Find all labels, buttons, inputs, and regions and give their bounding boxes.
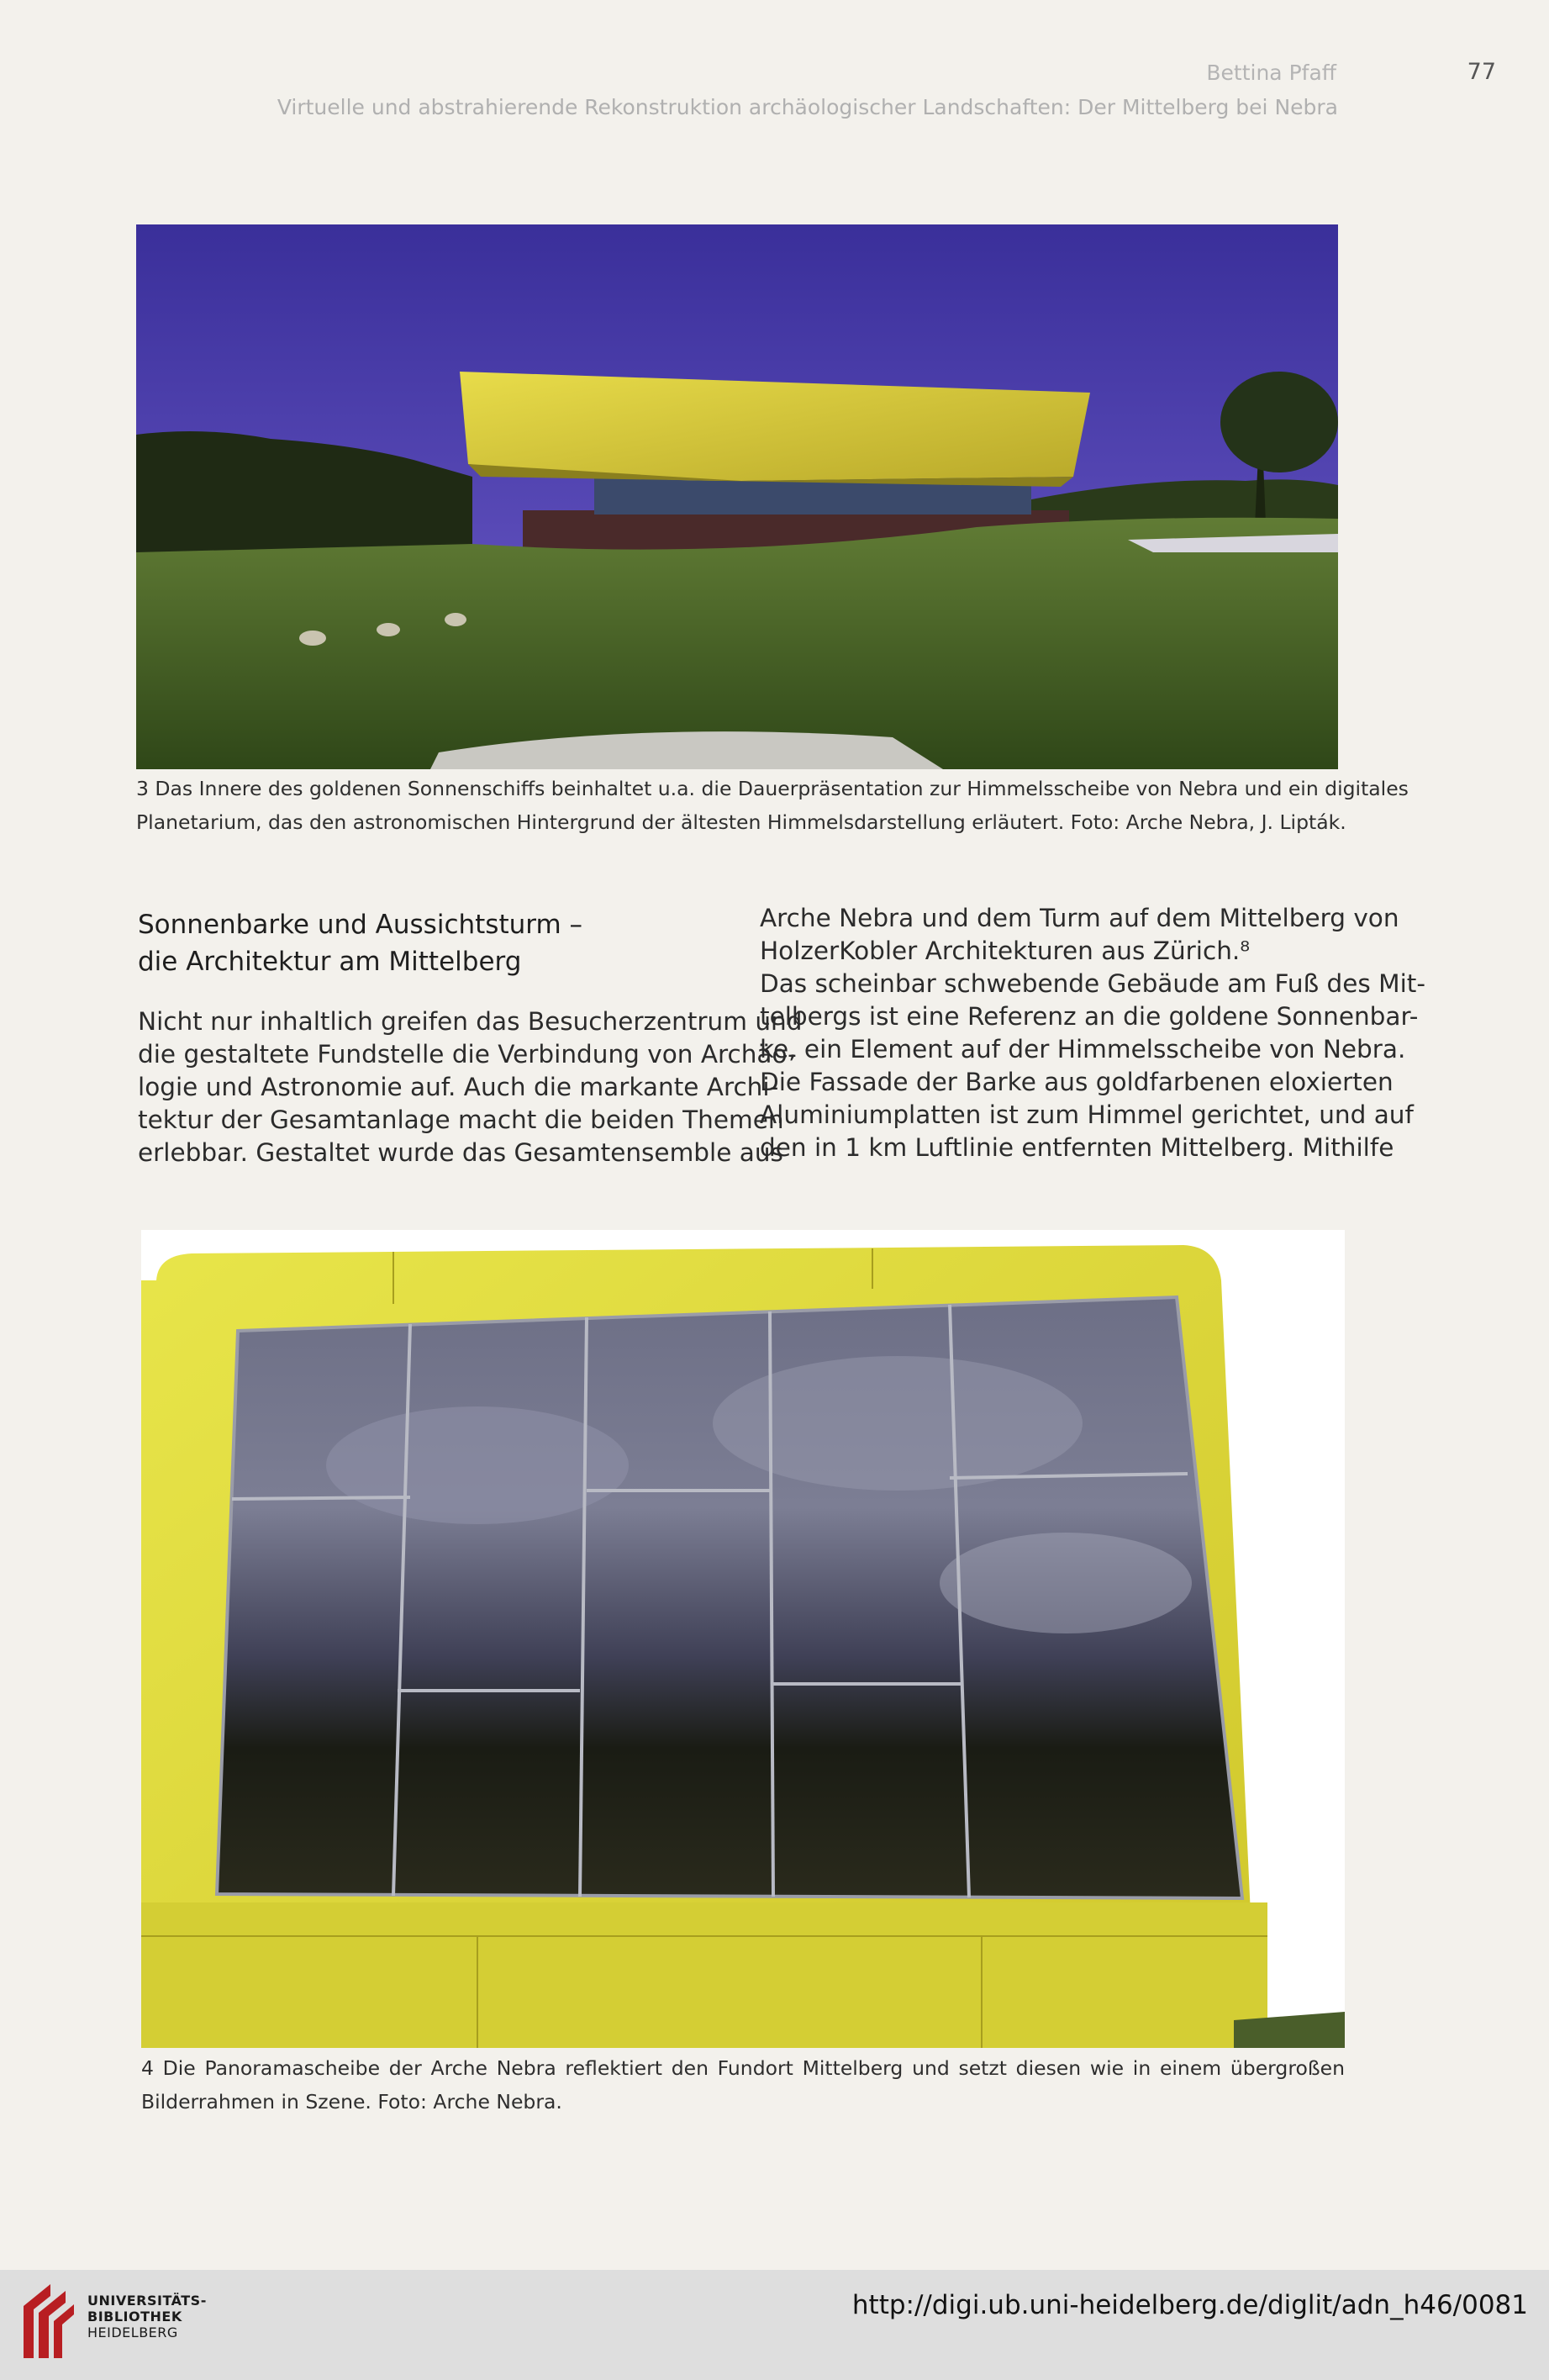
text-line: Das scheinbar schwebende Gebäude am Fuß des Mit- — [760, 969, 1426, 998]
text-line: tektur der Gesamtanlage macht die beiden Themen — [138, 1106, 784, 1134]
figure-4-photo — [141, 1230, 1345, 2048]
caption-line: Planetarium, das den astronomischen Hintergrund der ältesten Himmelsdarstellung erläutert. Foto: Arche Nebra, J. Lipták. — [136, 810, 1346, 834]
text-line: Nicht nur inhaltlich greifen das Besucherzentrum und — [138, 1007, 803, 1036]
figure-4-caption — [141, 2051, 1345, 2119]
body-text-left-column — [138, 1005, 803, 1169]
figure-3-caption — [136, 772, 1409, 839]
library-name-line: BIBLIOTHEK — [87, 2309, 182, 2325]
text-line: die gestaltete Fundstelle die Verbindung von Archäo- — [138, 1040, 797, 1069]
text-line: erlebbar. Gestaltet wurde das Gesamtensemble aus — [138, 1138, 783, 1167]
library-name — [87, 2293, 207, 2340]
library-name-line: UNIVERSITÄTS- — [87, 2293, 207, 2309]
heading-line: die Architektur am Mittelberg — [138, 947, 522, 977]
library-name-line: HEIDELBERG — [87, 2325, 178, 2340]
digital-library-url[interactable]: http://digi.ub.uni-heidelberg.de/diglit/adn_h46/0081 — [851, 2290, 1528, 2320]
caption-line: 4 Die Panoramascheibe der Arche Nebra reflektiert den Fundort Mittelberg und setzt diesen wie in einem übergroßen — [141, 2056, 1345, 2080]
section-heading — [138, 906, 726, 980]
page-number: 77 — [1467, 59, 1496, 85]
text-line: telbergs ist eine Referenz an die goldene Sonnenbar- — [760, 1002, 1419, 1031]
figure-3-photo — [136, 224, 1338, 769]
heading-line: Sonnenbarke und Aussichtsturm – — [138, 910, 582, 940]
text-line: logie und Astronomie auf. Auch die markante Archi- — [138, 1073, 779, 1101]
running-header-title: Virtuelle und abstrahierende Rekonstruktion archäologischer Landschaften: Der Mittelberg bei Nebra — [277, 95, 1338, 119]
text-line: Aluminiumplatten ist zum Himmel gerichtet, und auf — [760, 1100, 1414, 1129]
text-line: ke, ein Element auf der Himmelsscheibe von Nebra. — [760, 1035, 1406, 1063]
body-text-right-column — [760, 902, 1426, 1164]
running-header-author: Bettina Pfaff — [1206, 61, 1336, 85]
caption-line: Bilderrahmen in Szene. Foto: Arche Nebra. — [141, 2090, 562, 2114]
text-line: den in 1 km Luftlinie entfernten Mittelberg. Mithilfe — [760, 1133, 1394, 1162]
footer-bar — [0, 2270, 1549, 2380]
caption-line: 3 Das Innere des goldenen Sonnenschiffs beinhaltet u.a. die Dauerpräsentation zur Himmelsscheibe von Nebra und ein digitales — [136, 777, 1409, 800]
library-logo-icon — [17, 2281, 77, 2365]
text-line: HolzerKobler Architekturen aus Zürich.⁸ — [760, 937, 1251, 965]
text-line: Arche Nebra und dem Turm auf dem Mittelberg von — [760, 904, 1399, 932]
text-line: Die Fassade der Barke aus goldfarbenen eloxierten — [760, 1068, 1394, 1096]
